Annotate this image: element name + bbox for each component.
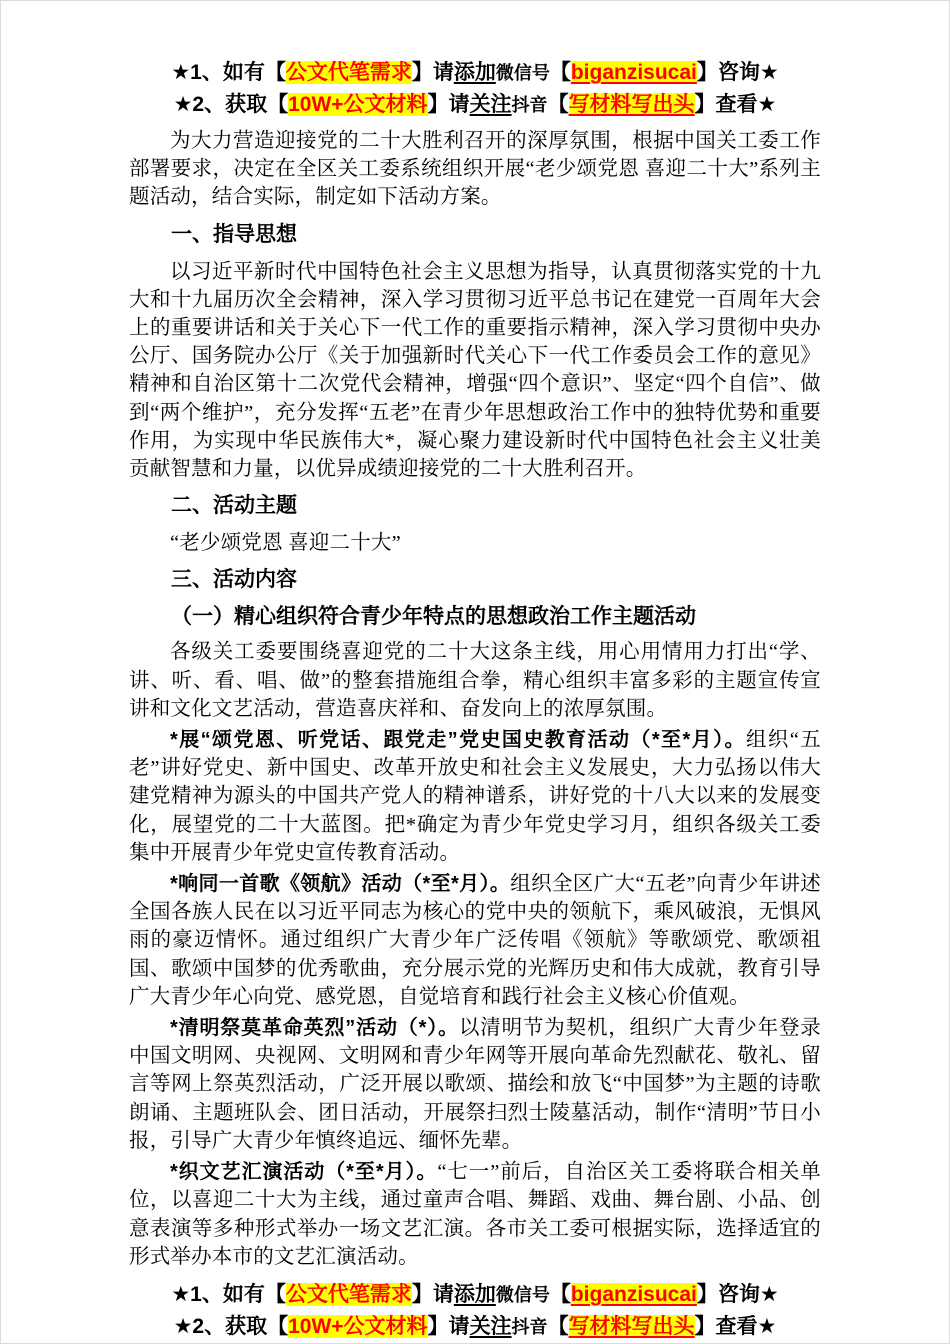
activity-text: 以清明节为契机，组织广大青少年登录中国文明网、央视网、文明网和青少年网等开展向革命先烈献花、敬礼、留言等网上祭英烈活动，广泛开展以歌颂、描绘和放飞“中国梦”为主题的诗歌朗诵、主题班队会、团日活动，开展祭扫烈士陵墓活动，制作“清明”节日小报，引导广大青少年慎终追远、缅怀先辈。 (129, 1017, 821, 1152)
promo-segment: 】请 (411, 1282, 454, 1306)
promo-segment: 添加 (453, 1282, 496, 1306)
promo-line (129, 89, 821, 121)
activity-title: *织文艺汇演活动（*至*月）。 (170, 1161, 438, 1184)
activity-title: *清明祭莫革命英烈”活动（*）。 (170, 1017, 459, 1040)
promo-segment: 关注 (469, 93, 512, 116)
activity-text: 组织“五老”讲好党史、新中国史、改革开放史和社会主义发展史，大力弘扬以伟大建党精神为源头的中国共产党人的精神谱系，讲好党的十八大以来的发展变化，展望党的二十大蓝图。把*确定为青少年党史学习月，组织各级关工委集中开展青少年党史宣传教育活动。 (129, 729, 821, 864)
promo-segment: biganzisucai (570, 61, 697, 84)
section-heading: 一、指导思想 (171, 222, 297, 246)
promo-segment: 【 (549, 61, 571, 84)
body-paragraph: 以习近平新时代中国特色社会主义思想为指导，认真贯彻落实党的十九大和十九届历次全会精神，深入学习贯彻习近平总书记在建党一百周年大会上的重要讲话和关于关心下一代工作的重要指示精神，深入学习贯彻中央办公厅、国务院办公厅《关于加强新时代关心下一代工作委员会工作的意见》精神和自治区第十二次党代会精神，增强“四个意识”、坚定“四个自信”、做到“两个维护”，充分发挥“五老”在青少年思想政治工作中的独特优势和重要作用，为实现中华民族伟大*，凝心聚力建设新时代中国特色社会主义壮美贡献智慧和力量，以优异成绩迎接党的二十大胜利召开。 (129, 260, 821, 481)
section-heading: 二、活动主题 (171, 494, 297, 518)
promo-segment: 】咨询★ (696, 61, 779, 84)
promo-segment: 写材料写出头 (568, 1314, 695, 1338)
promo-segment: ★1、如有【 (171, 61, 286, 84)
activity-paragraph (129, 1158, 821, 1271)
promo-segment: 抖音 (511, 1316, 548, 1337)
promo-segment: 微信号 (495, 1284, 550, 1305)
promo-segment: ★2、获取【 (173, 1314, 289, 1338)
activity-paragraph (129, 870, 821, 1011)
promo-segment: biganzisucai (570, 1282, 697, 1306)
sub-section-heading: （一）精心组织符合青少年特点的思想政治工作主题活动 (171, 605, 696, 629)
promo-segment: 【 (549, 1282, 571, 1306)
promo-line (129, 1311, 821, 1343)
promo-segment: 】请 (427, 1314, 470, 1338)
promo-segment: 添加 (453, 61, 496, 84)
promo-segment: 写材料写出头 (568, 93, 695, 116)
body-paragraph: “老少颂党恩 喜迎二十大” (170, 532, 401, 555)
promo-segment: 】请 (427, 93, 470, 116)
promo-segment: 抖音 (511, 95, 548, 115)
promo-line (129, 57, 821, 89)
promo-segment: 微信号 (495, 63, 550, 83)
body-paragraph: 为大力营造迎接党的二十大胜利召开的深厚氛围，根据中国关工委工作部署要求，决定在全区关工委系统组织开展“老少颂党恩 喜迎二十大”系列主题活动，结合实际，制定如下活动方案。 (129, 130, 821, 209)
activity-paragraph (129, 1014, 821, 1155)
promo-segment: 公文代笔需求 (285, 61, 412, 84)
activity-text: “七一”前后，自治区关工委将联合相关单位，以喜迎二十大为主线，通过童声合唱、舞蹈、戏曲、舞台剧、小品、创意表演等多种形式举办一场文艺汇演。各市关工委可根据实际，选择适宜的形式举办本市的文艺汇演活动。 (129, 1161, 821, 1268)
promo-segment: ★2、获取【 (173, 93, 289, 116)
promo-segment: 10W+公文材料 (288, 93, 428, 116)
body-paragraph: 各级关工委要围绕喜迎党的二十大这条主线，用心用情用力打出“学、讲、听、看、唱、做”的整套措施组合拳，精心组织丰富多彩的主题宣传宣讲和文化文艺活动，营造喜庆祥和、奋发向上的浓厚氛围。 (129, 641, 821, 720)
promo-segment: 【 (547, 1314, 569, 1338)
promo-segment: 关注 (469, 1314, 512, 1338)
activity-title: *响同一首歌《领航》活动（*至*月）。 (170, 873, 511, 896)
promo-segment: 【 (547, 93, 569, 116)
promo-segment: 】咨询★ (696, 1282, 779, 1306)
promo-segment: 10W+公文材料 (288, 1314, 428, 1338)
promo-banner-bottom (129, 1279, 821, 1343)
promo-segment: 】查看★ (694, 93, 777, 116)
promo-segment: 公文代笔需求 (285, 1282, 412, 1306)
promo-banner-top (129, 57, 821, 121)
promo-segment: ★1、如有【 (171, 1282, 286, 1306)
promo-segment: 】请 (411, 61, 454, 84)
activity-paragraph (129, 726, 821, 867)
document-body (129, 127, 821, 1271)
section-heading: 三、活动内容 (171, 568, 297, 592)
promo-segment: 】查看★ (694, 1314, 777, 1338)
promo-line (129, 1279, 821, 1311)
activity-text: 组织全区广大“五老”向青少年讲述全国各族人民在以习近平同志为核心的党中央的领航下，乘风破浪，无惧风雨的豪迈情怀。通过组织广大青少年广泛传唱《领航》等歌颂党、歌颂祖国、歌颂中国梦的优秀歌曲，充分展示党的光辉历史和伟大成就，教育引导广大青少年心向党、感党恩，自觉培育和践行社会主义核心价值观。 (129, 873, 821, 1008)
activity-title: *展“颂党恩、听党话、跟党走”党史国史教育活动（*至*月）。 (170, 729, 746, 752)
